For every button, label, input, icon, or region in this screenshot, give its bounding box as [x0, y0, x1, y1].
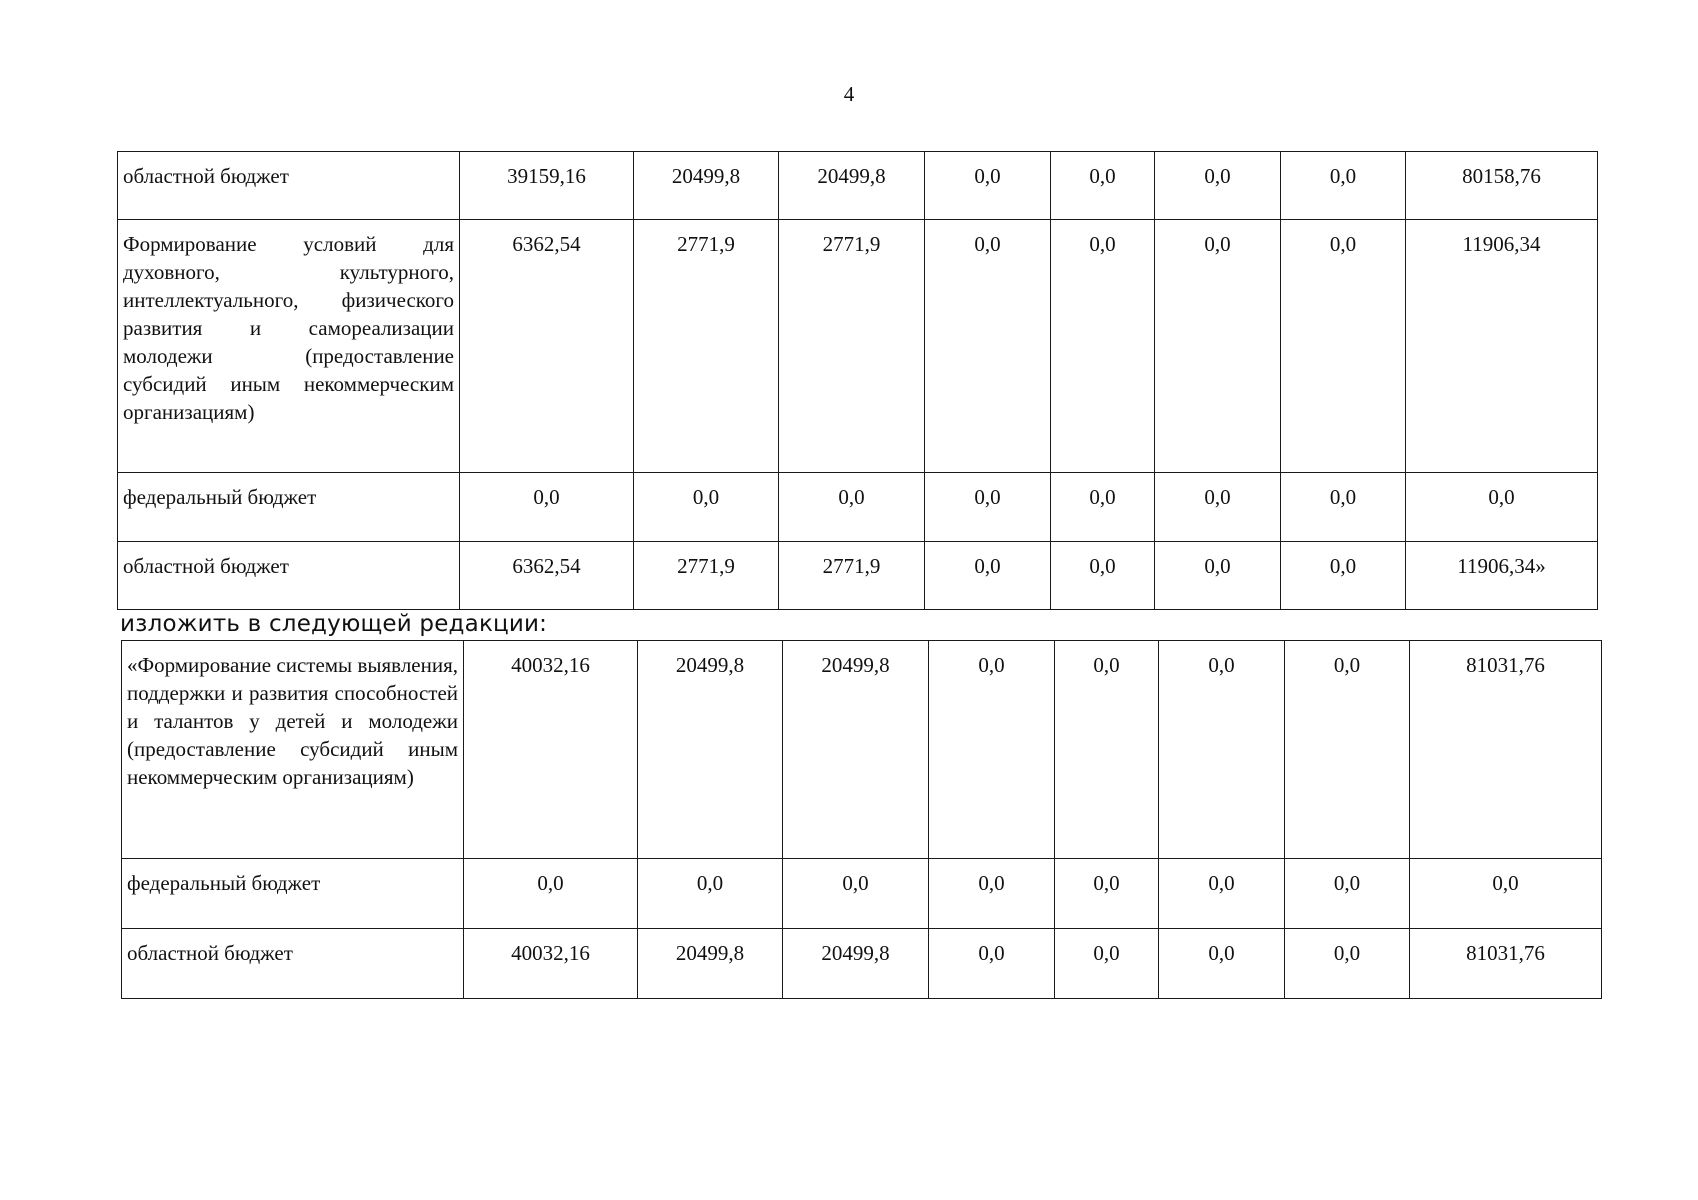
- table-cell: 0,0: [1055, 641, 1159, 859]
- row-label: областной бюджет: [122, 929, 464, 999]
- table-cell: 20499,8: [634, 152, 779, 220]
- table-cell: 0,0: [1285, 641, 1410, 859]
- table-cell: 0,0: [925, 473, 1051, 542]
- table-cell: 0,0: [1155, 473, 1281, 542]
- table-cell: 0,0: [1051, 473, 1155, 542]
- table-cell-total: 81031,76: [1410, 929, 1602, 999]
- table-cell: 39159,16: [460, 152, 634, 220]
- table-cell: 40032,16: [464, 929, 638, 999]
- table-cell: 40032,16: [464, 641, 638, 859]
- table-cell: 0,0: [1159, 929, 1285, 999]
- budget-table-new: [121, 640, 1602, 999]
- row-label: федеральный бюджет: [118, 473, 460, 542]
- table-cell-total: 0,0: [1410, 859, 1602, 929]
- table-cell: 0,0: [638, 859, 783, 929]
- table-row: [122, 859, 1602, 929]
- table-row: [118, 220, 1598, 473]
- table-cell: 20499,8: [638, 929, 783, 999]
- table-cell: 0,0: [1155, 152, 1281, 220]
- table-cell-total: 11906,34: [1406, 220, 1598, 473]
- table-cell: 6362,54: [460, 542, 634, 610]
- table-cell: 0,0: [460, 473, 634, 542]
- table-cell: 2771,9: [634, 542, 779, 610]
- table-cell: 0,0: [925, 152, 1051, 220]
- table-cell-total: 0,0: [1406, 473, 1598, 542]
- table-cell: 0,0: [783, 859, 929, 929]
- table-cell: 0,0: [1155, 220, 1281, 473]
- table-cell: 0,0: [1285, 929, 1410, 999]
- table-cell: 6362,54: [460, 220, 634, 473]
- row-label: областной бюджет: [118, 542, 460, 610]
- table-row: [122, 641, 1602, 859]
- table-cell: 0,0: [1281, 152, 1406, 220]
- row-label: федеральный бюджет: [122, 859, 464, 929]
- table-cell: 0,0: [634, 473, 779, 542]
- instruction-text: изложить в следующей редакции:: [120, 611, 548, 637]
- table-row: [118, 473, 1598, 542]
- table-row: [118, 542, 1598, 610]
- table-cell: 0,0: [779, 473, 925, 542]
- table-cell: 2771,9: [634, 220, 779, 473]
- table-cell: 2771,9: [779, 220, 925, 473]
- table-cell: 0,0: [1051, 542, 1155, 610]
- table-row: [122, 929, 1602, 999]
- row-label: «Формирование системы выявления, поддержки и развития способностей и талантов у детей и молодежи (предоставление субсидий иным некоммерческим организациям): [122, 641, 464, 859]
- table-cell: 20499,8: [779, 152, 925, 220]
- budget-table-current: [117, 151, 1598, 610]
- table-row: [118, 152, 1598, 220]
- table-cell: 20499,8: [783, 641, 929, 859]
- table-cell: 0,0: [1281, 542, 1406, 610]
- table-cell: 0,0: [1281, 473, 1406, 542]
- table-cell: 0,0: [1051, 220, 1155, 473]
- table-cell: 0,0: [464, 859, 638, 929]
- table-cell: 0,0: [929, 641, 1055, 859]
- table-cell: 0,0: [929, 929, 1055, 999]
- page-number: 4: [843, 82, 855, 106]
- table-cell: 2771,9: [779, 542, 925, 610]
- table-cell-total: 80158,76: [1406, 152, 1598, 220]
- table-cell: 0,0: [925, 542, 1051, 610]
- table-cell: 0,0: [1155, 542, 1281, 610]
- table-cell: 0,0: [929, 859, 1055, 929]
- table-cell: 0,0: [1055, 929, 1159, 999]
- table-cell: 20499,8: [638, 641, 783, 859]
- table-cell: 0,0: [1159, 859, 1285, 929]
- table-cell: 0,0: [1055, 859, 1159, 929]
- row-label: областной бюджет: [118, 152, 460, 220]
- row-label: Формирование условий для духовного, культурного, интеллектуального, физического развития и самореализации молодежи (предоставление субсидий иным некоммерческим организациям): [118, 220, 460, 473]
- table-cell: 0,0: [1285, 859, 1410, 929]
- table-cell: 0,0: [1159, 641, 1285, 859]
- table-cell: 0,0: [925, 220, 1051, 473]
- table-cell: 20499,8: [783, 929, 929, 999]
- table-cell-total: 11906,34»: [1406, 542, 1598, 610]
- table-cell: 0,0: [1051, 152, 1155, 220]
- table-cell: 0,0: [1281, 220, 1406, 473]
- table-cell-total: 81031,76: [1410, 641, 1602, 859]
